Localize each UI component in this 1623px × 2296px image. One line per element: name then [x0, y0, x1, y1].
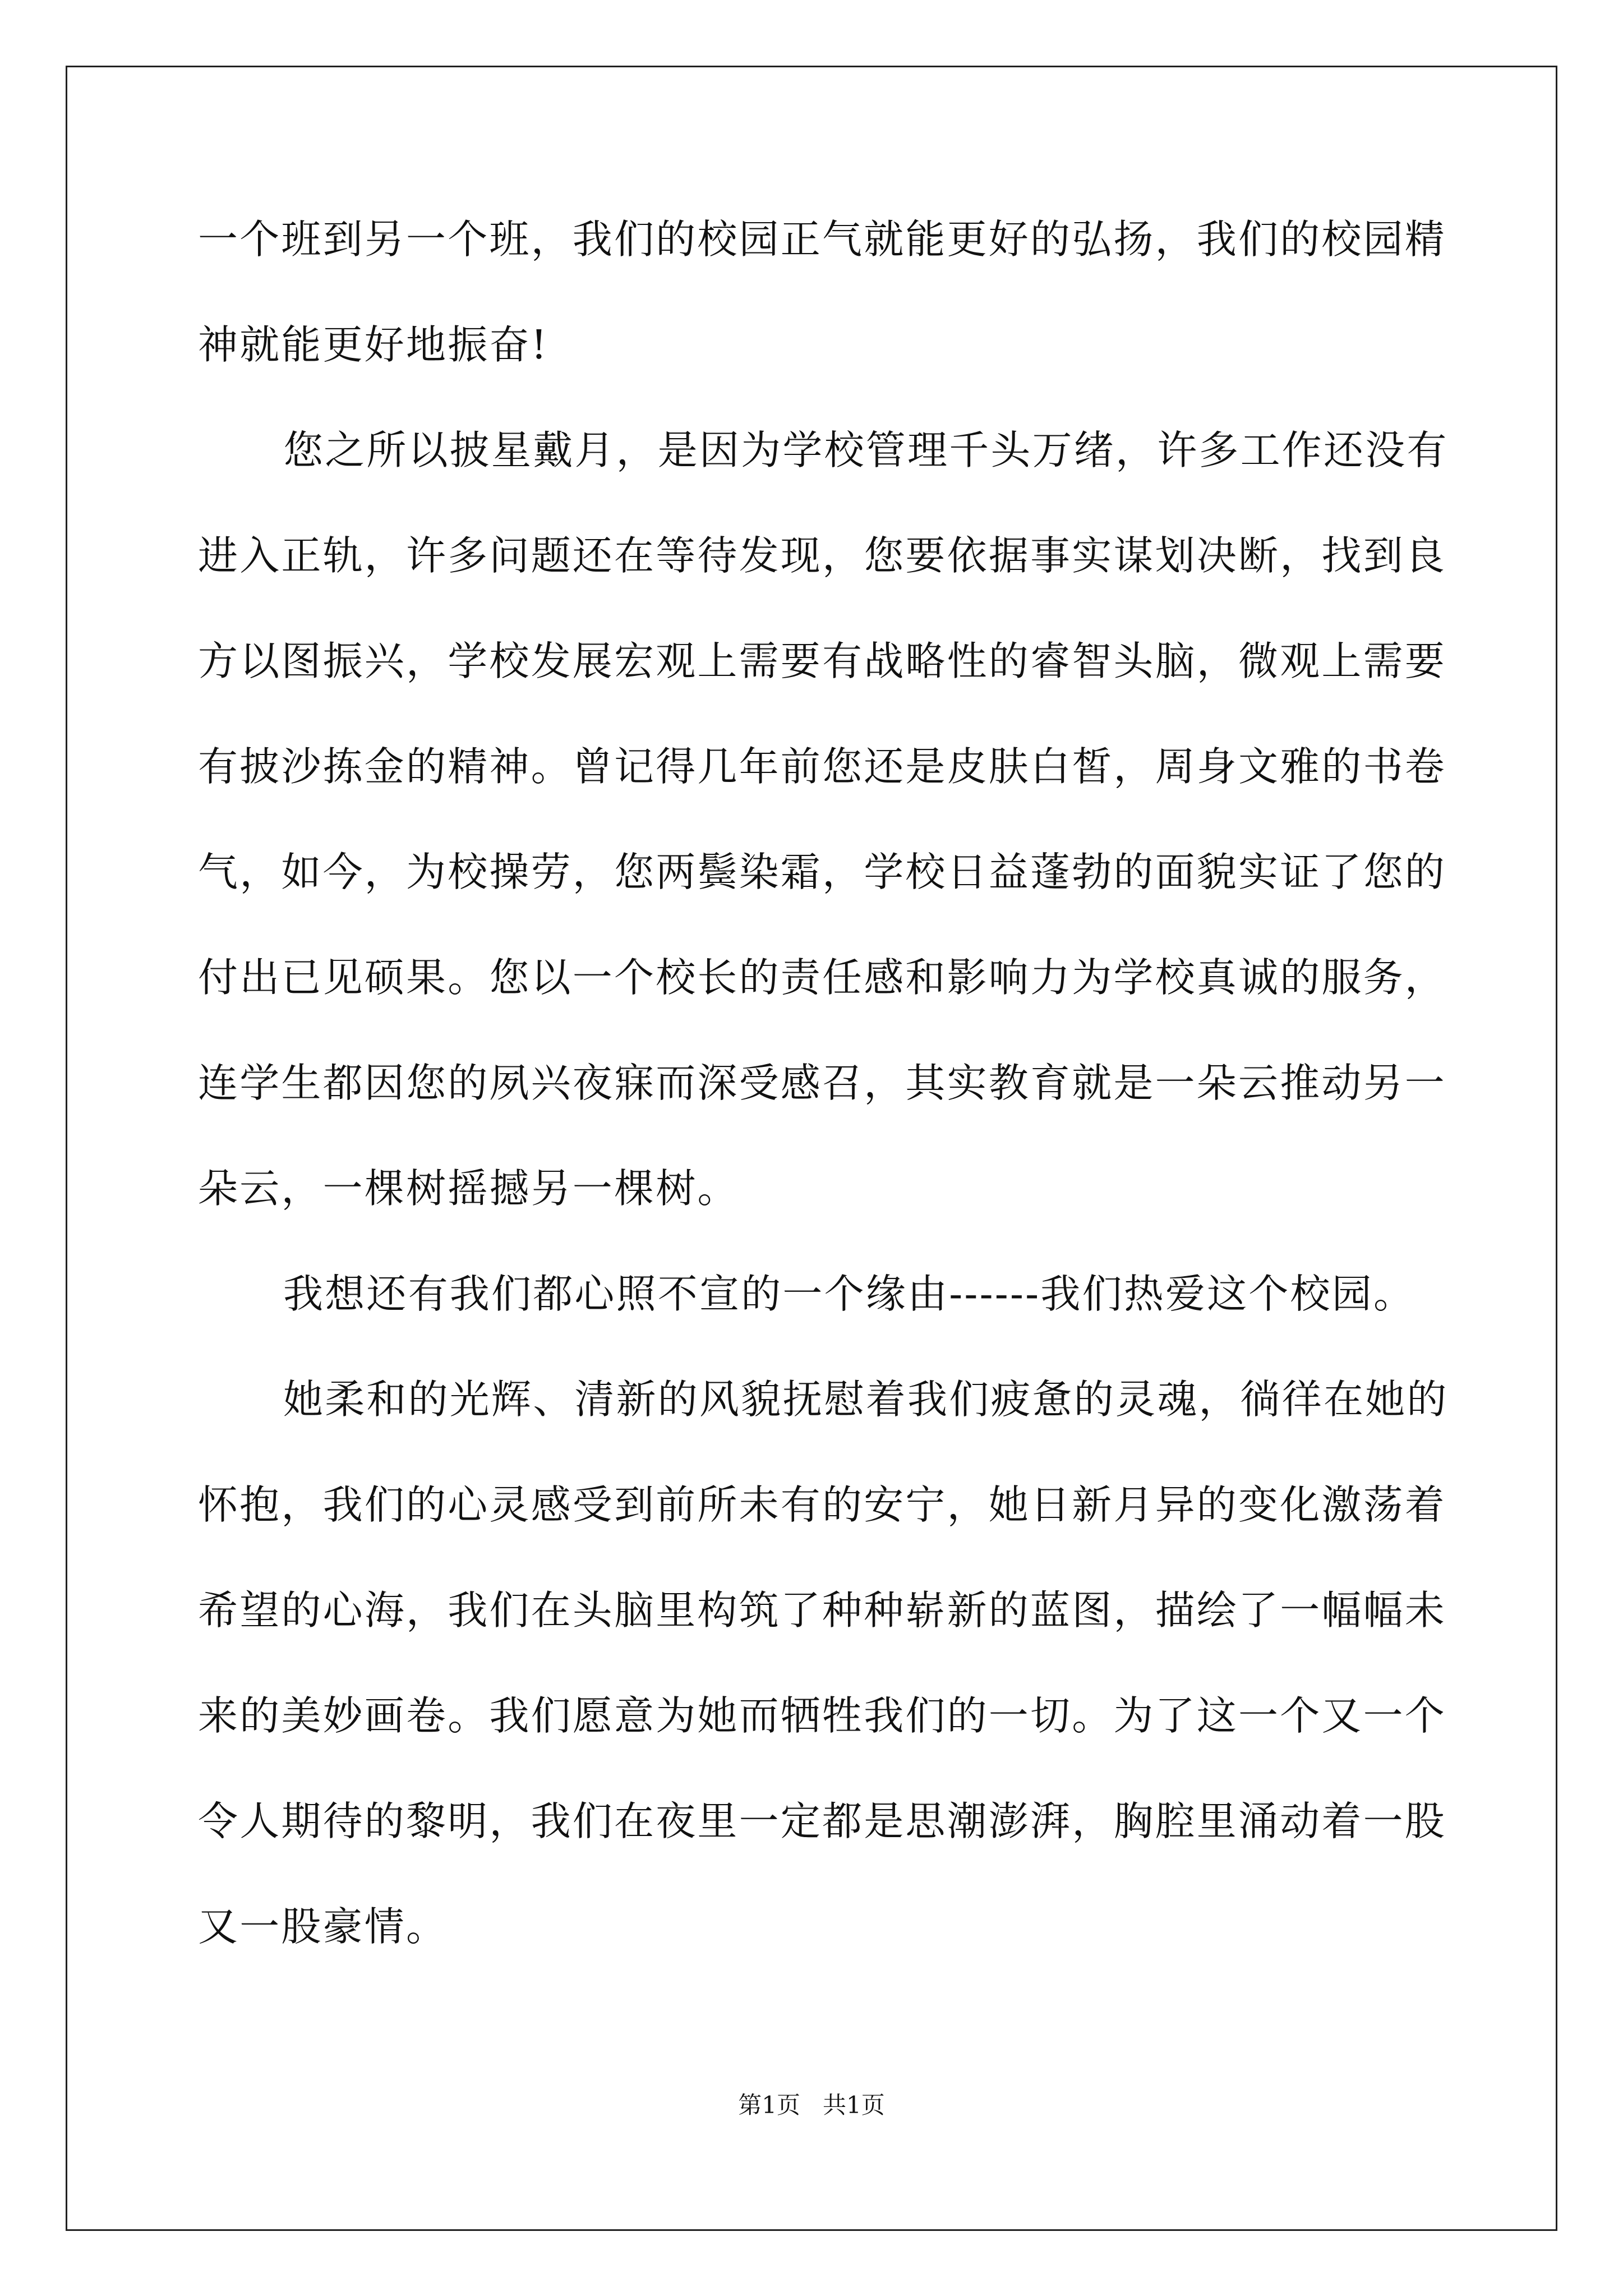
paragraph-start-line: 我想还有我们都心照不宣的一个缘由------我们热爱这个校园。: [283, 1271, 1415, 1317]
text-line: 朵云，一棵树摇撼另一棵树。: [198, 1165, 739, 1212]
text-line: 付出已见硕果。您以一个校长的责任感和影响力为学校真诚的服务，: [198, 954, 1447, 1001]
text-line: 一个班到另一个班，我们的校园正气就能更好的弘扬，我们的校园精: [198, 216, 1447, 263]
text-line: 来的美妙画卷。我们愿意为她而牺牲我们的一切。为了这一个又一个: [198, 1692, 1447, 1739]
paragraph-start-line: 她柔和的光辉、清新的风貌抚慰着我们疲惫的灵魂，徜徉在她的: [283, 1376, 1449, 1423]
total-pages: 共1页: [823, 2091, 885, 2119]
text-line: 连学生都因您的夙兴夜寐而深受感召，其实教育就是一朵云推动另一: [198, 1060, 1447, 1106]
text-line: 又一股豪情。: [198, 1903, 448, 1950]
paragraph-start-line: 您之所以披星戴月，是因为学校管理千头万绪，许多工作还没有: [283, 427, 1449, 473]
page-number: 第1页: [738, 2091, 800, 2119]
document-body: [198, 213, 1449, 1953]
text-line: 有披沙拣金的精神。曾记得几年前您还是皮肤白皙，周身文雅的书卷: [198, 743, 1447, 790]
text-line: 气，如今，为校操劳，您两鬓染霜，学校日益蓬勃的面貌实证了您的: [198, 849, 1447, 895]
text-line: 怀抱，我们的心灵感受到前所未有的安宁，她日新月异的变化激荡着: [198, 1481, 1447, 1528]
text-line: 神就能更好地振奋!: [198, 321, 549, 368]
text-line: 进入正轨，许多问题还在等待发现，您要依据事实谋划决断，找到良: [198, 532, 1447, 579]
text-line: 希望的心海，我们在头脑里构筑了种种崭新的蓝图，描绘了一幅幅未: [198, 1587, 1447, 1634]
text-line: 令人期待的黎明，我们在夜里一定都是思潮澎湃，胸腔里涌动着一股: [198, 1798, 1447, 1844]
page-footer: [0, 2090, 1623, 2121]
text-line: 方以图振兴，学校发展宏观上需要有战略性的睿智头脑，微观上需要: [198, 638, 1447, 684]
